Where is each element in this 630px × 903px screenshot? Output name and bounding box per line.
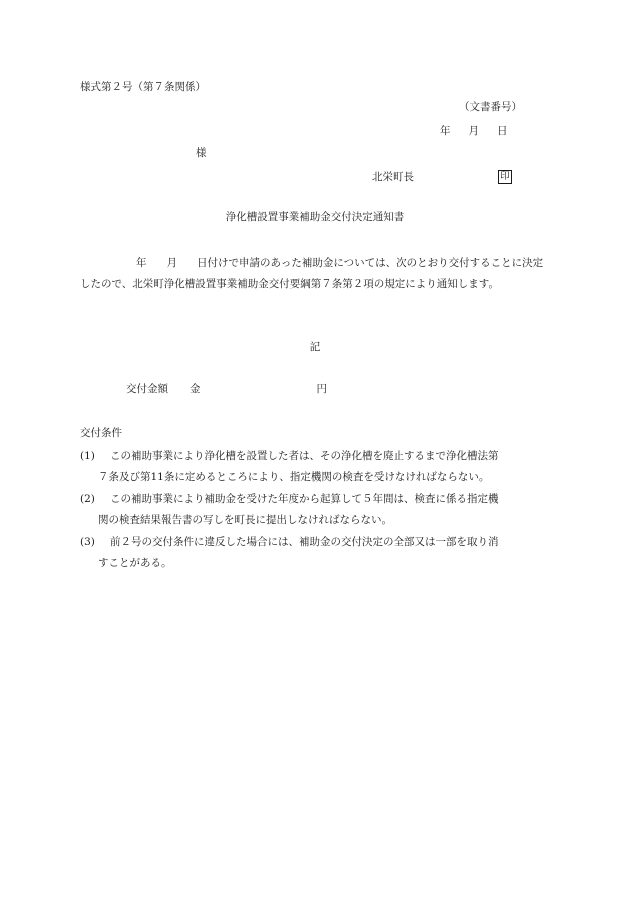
condition-line: ７条及び第11条に定めるところにより、指定機関の検査を受けなければならない。 — [98, 471, 490, 483]
issuer-block — [372, 170, 512, 184]
document-title: 浄化槽設置事業補助金交付決定通知書 — [225, 211, 405, 223]
date-line — [440, 126, 508, 137]
issuer-name: 北栄町長 — [372, 171, 414, 183]
condition-line: この補助事業により補助金を受けた年度から起算して５年間は、検査に係る指定機 — [110, 493, 499, 505]
date-year: 年 — [440, 125, 451, 137]
body-text: 日付けで申請のあった補助金については、次のとおり交付することに決定したので、北栄町浄化槽設置事業補助金交付要綱第７条第２項の規定により通知します。 — [80, 257, 544, 290]
condition-item — [80, 446, 548, 488]
amount-unit: 円 — [316, 383, 327, 395]
ki-heading: 記 — [309, 341, 321, 353]
body-month: 月 — [166, 257, 177, 269]
condition-number: (1) — [80, 450, 95, 462]
notification-body — [80, 253, 548, 295]
amount-row — [126, 384, 327, 395]
condition-item — [80, 489, 548, 531]
condition-number: (2) — [80, 493, 95, 505]
condition-item — [80, 532, 548, 574]
body-year: 年 — [136, 257, 147, 269]
amount-label: 交付金額 — [126, 383, 168, 395]
document-number: （文書番号） — [459, 101, 522, 113]
date-month: 月 — [468, 125, 479, 137]
seal-mark: 印 — [498, 170, 512, 184]
conditions-heading: 交付条件 — [80, 427, 122, 439]
condition-line: 前２号の交付条件に違反した場合には、補助金の交付決定の全部又は一部を取り消 — [110, 536, 499, 548]
date-day: 日 — [497, 125, 508, 137]
form-number: 様式第２号（第７条関係） — [80, 81, 206, 93]
addressee-suffix: 様 — [196, 147, 207, 159]
condition-line: すことがある。 — [98, 557, 172, 569]
condition-line: この補助事業により浄化槽を設置した者は、その浄化槽を廃止するまで浄化槽法第 — [110, 450, 499, 462]
condition-number: (3) — [80, 536, 95, 548]
amount-prefix: 金 — [190, 383, 201, 395]
condition-line: 関の検査結果報告書の写しを町長に提出しなければならない。 — [98, 514, 392, 526]
